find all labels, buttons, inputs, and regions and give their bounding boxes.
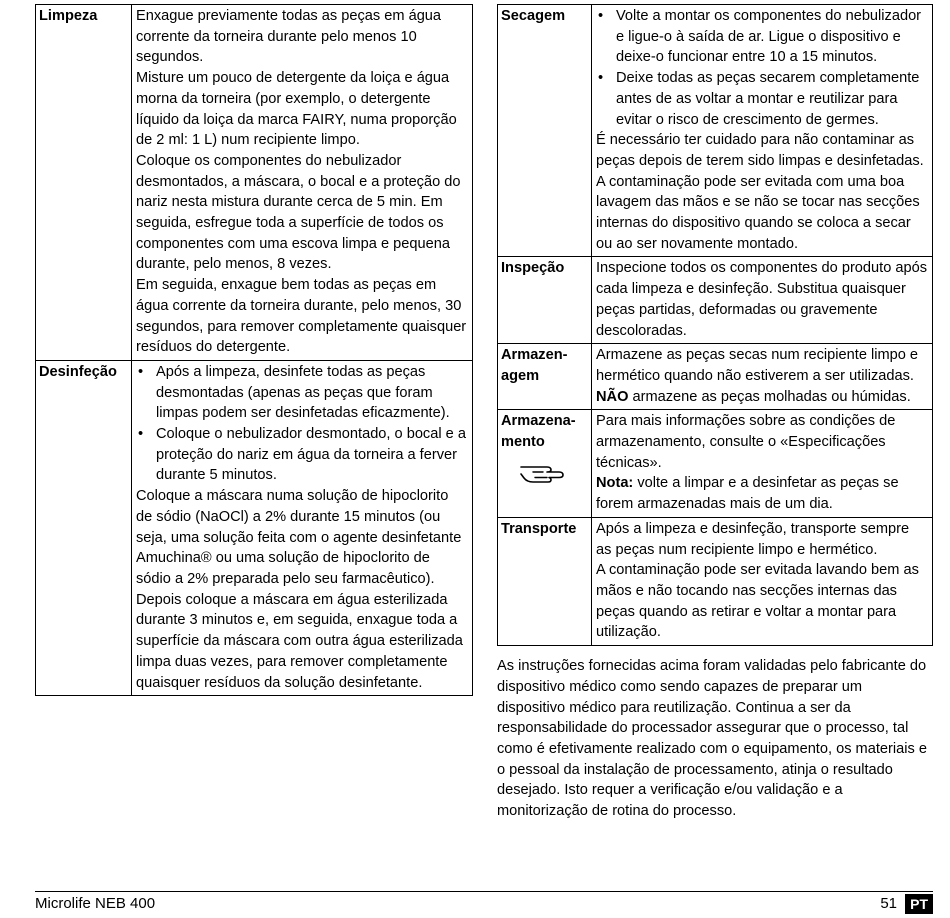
secagem-bullet-2: Deixe todas as peças secarem completamente antes de as voltar a montar e reutilizar para evitar o risco de crescimento de germes.	[616, 70, 920, 128]
armazenamento-paragraph-2	[596, 473, 928, 514]
table-row-armazenagem	[498, 344, 933, 410]
page-number: 51	[880, 895, 897, 912]
row-label-secagem: Secagem	[498, 5, 592, 257]
table-row-limpeza	[36, 5, 473, 361]
row-label-desinfecao: Desinfeção	[36, 360, 132, 695]
transporte-paragraph-2: A contaminação pode ser evitada lavando bem as mãos e não tocando nas secções internas das peças quando as retirar e voltar a montar para utilização.	[596, 562, 919, 641]
row-label-transporte: Transporte	[498, 517, 592, 645]
desinfecao-paragraph-2: Depois coloque a máscara em água esterilizada durante 3 minutos e, em seguida, enxague toda a superfície da máscara com outra água esterilizada limpa duas vezes, para remover completamente quaisquer resíduos da solução desinfetante.	[136, 591, 463, 691]
row-content-secagem	[592, 5, 933, 257]
row-content-transporte	[592, 517, 933, 645]
page-footer	[35, 891, 933, 914]
footer-model: Microlife NEB 400	[35, 895, 156, 912]
list-item	[136, 424, 468, 486]
armazenagem-label-line-1: Armazen-	[501, 347, 568, 364]
armazenagem-paragraph-2-text: armazene as peças molhadas ou húmidas.	[628, 388, 911, 405]
cleaning-table	[35, 4, 473, 696]
desinfecao-bullet-1: Após a limpeza, desinfete todas as peças desmontadas (apenas as peças que foram limpas podem ser desinfetadas eficazmente).	[156, 363, 450, 422]
armazenamento-label-line-2: mento	[501, 434, 545, 451]
limpeza-paragraph-4: Em seguida, enxague bem todas as peças em água corrente da torneira durante, pelo menos, 30 segundos, para remover completamente quaisquer resíduos do detergente.	[136, 277, 467, 356]
armazenagem-label-line-2: agem	[501, 367, 540, 384]
row-label-armazenagem	[498, 344, 592, 410]
secagem-bullet-list	[596, 6, 928, 130]
pointing-hand-icon	[519, 459, 565, 485]
list-item	[596, 68, 928, 130]
desinfecao-paragraph-1: Coloque a máscara numa solução de hipoclorito de sódio (NaOCl) a 2% durante 15 minutos (ou seja, uma solução feita com o agente desinfetante Amuchina® ou uma solução de hipoclorito de sódio a 2% preparada pelo seu farmacêutico).	[136, 488, 462, 587]
row-content-armazenamento	[592, 410, 933, 518]
row-label-inspecao: Inspeção	[498, 257, 592, 344]
left-column	[35, 0, 473, 696]
list-item	[596, 6, 928, 68]
limpeza-paragraph-3: Coloque os componentes do nebulizador desmontados, a máscara, o bocal e a proteção do nariz nesta mistura durante cerca de 5 min. Em seguida, esfregue toda a superfície de todos os componentes com uma escova limpa e pequena durante, pelo menos, 8 vezes.	[136, 152, 461, 273]
nota-emphasis: Nota:	[596, 475, 634, 492]
row-content-desinfecao	[132, 360, 473, 695]
language-badge: PT	[905, 894, 933, 914]
table-row-desinfecao	[36, 360, 473, 695]
limpeza-paragraph-1: Enxague previamente todas as peças em água corrente da torneira durante pelo menos 10 segundos.	[136, 8, 442, 66]
limpeza-paragraph-2: Misture um pouco de detergente da loiça e água morna da torneira (por exemplo, o detergente líquido da loiça da marca FAIRY, numa proporção de 2 ml: 1 L) num recipiente limpo.	[136, 70, 457, 149]
secagem-paragraph-1: É necessário ter cuidado para não contaminar as peças depois de terem sido limpas e desinfetadas. A contaminação pode ser evitada com uma boa lavagem das mãos e se não se tocar nas secções internas do dispositivo quando se coloca a secar ou ao ser novamente montado.	[596, 132, 924, 252]
armazenamento-paragraph-2-text: volte a limpar e a desinfetar as peças se forem armazenadas mais de um dia.	[596, 475, 899, 513]
right-column	[497, 0, 933, 822]
closing-paragraph: As instruções fornecidas acima foram validadas pelo fabricante do dispositivo médico como sendo capazes de preparar um dispositivo médico para reutilização. Continua a ser da responsabilidade do processador assegurar que o processo, tal como é efetivamente realizado com o equipamento, os materiais e o pessoal da instalação de processamento, atinja o resultado desejado. Isto requer a verificação e/ou validação e a monitorização de rotina do processo.	[497, 658, 927, 820]
bullet-icon: •	[138, 363, 144, 380]
armazenagem-paragraph-1: Armazene as peças secas num recipiente limpo e hermético quando não estiverem a ser utilizadas.	[596, 347, 919, 384]
table-row-transporte	[498, 517, 933, 645]
transporte-paragraph-1: Após a limpeza e desinfeção, transporte sempre as peças num recipiente limpo e hermético.	[596, 520, 910, 558]
table-row-secagem	[498, 5, 933, 257]
bullet-icon: •	[598, 70, 604, 87]
drying-storage-table	[497, 4, 933, 646]
desinfecao-bullet-2: Coloque o nebulizador desmontado, o bocal e a proteção do nariz em água da torneira a ferver durante 5 minutos.	[156, 426, 466, 484]
bullet-icon: •	[598, 8, 604, 24]
table-row-armazenamento	[498, 410, 933, 518]
list-item	[136, 362, 468, 424]
row-label-limpeza: Limpeza	[36, 5, 132, 361]
armazenamento-label-line-1: Armazena-	[501, 413, 576, 430]
secagem-bullet-1: Volte a montar os componentes do nebulizador e ligue-o à saída de ar. Ligue o dispositivo e deixe-o funcionar entre 10 a 15 minutos.	[616, 8, 922, 66]
row-content-limpeza	[132, 5, 473, 361]
desinfecao-bullet-list	[136, 362, 468, 486]
row-label-armazenamento	[498, 410, 592, 518]
row-content-armazenagem	[592, 344, 933, 410]
armazenagem-paragraph-2	[596, 387, 928, 408]
bullet-icon: •	[138, 426, 144, 443]
armazenamento-paragraph-1: Para mais informações sobre as condições de armazenamento, consulte o «Especificações técnicas».	[596, 413, 896, 471]
table-row-inspecao	[498, 257, 933, 344]
nao-emphasis: NÃO	[596, 388, 629, 405]
inspecao-paragraph-1: Inspecione todos os componentes do produto após cada limpeza e desinfeção. Substitua quaisquer peças partidas, deformadas ou gravemente descoloradas.	[596, 260, 928, 339]
row-content-inspecao	[592, 257, 933, 344]
